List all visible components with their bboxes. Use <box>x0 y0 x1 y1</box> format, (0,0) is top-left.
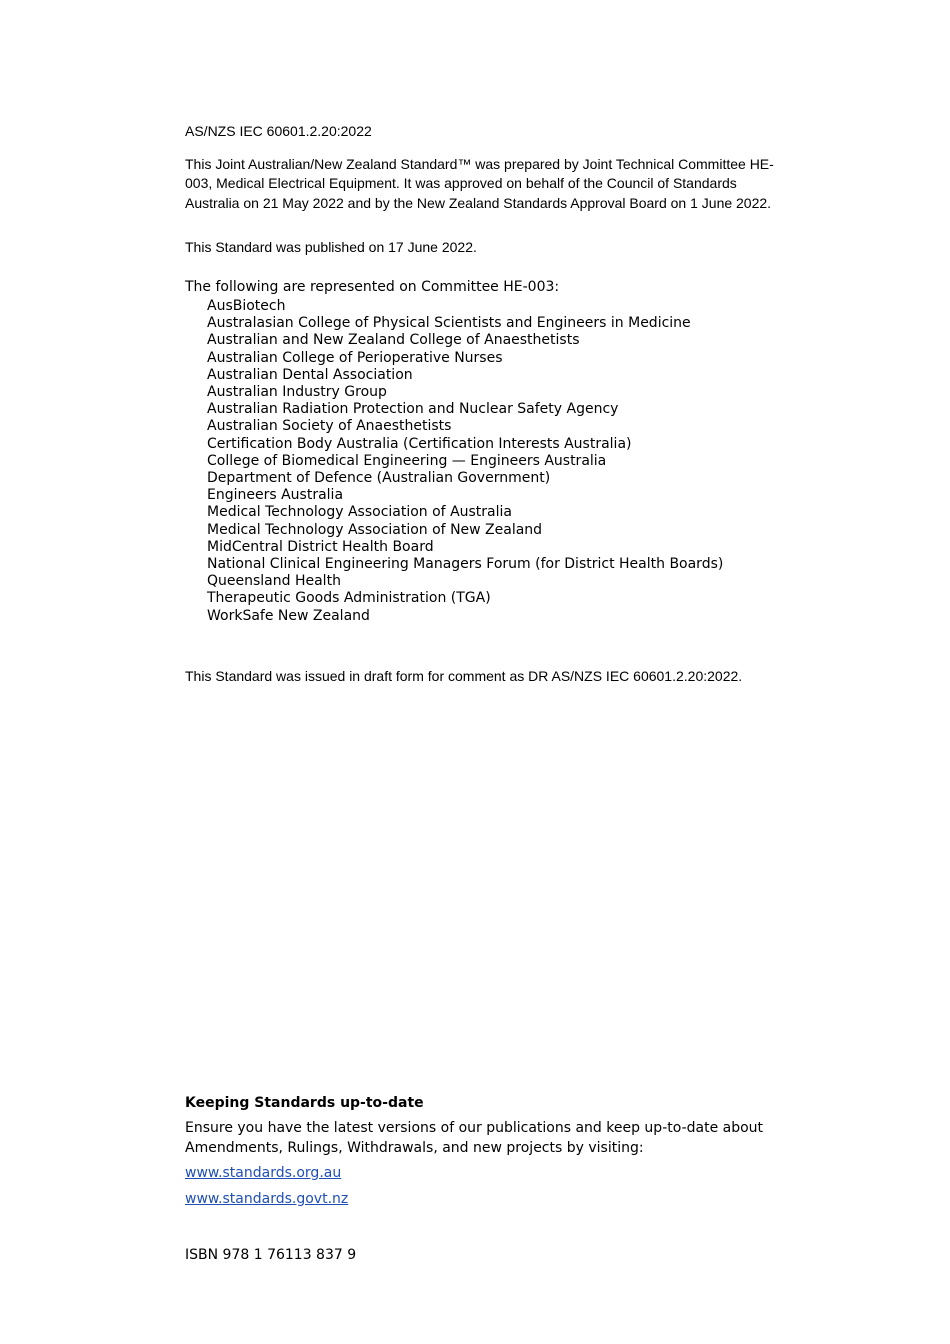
committee-member: Australian Industry Group <box>207 384 387 401</box>
committee-member: Australian Society of Anaesthetists <box>207 418 452 435</box>
committee-member: Australian College of Perioperative Nurses <box>207 349 503 366</box>
committee-member: Department of Defence (Australian Government) <box>207 470 551 487</box>
committee-member: Medical Technology Association of Australia <box>207 504 512 521</box>
standards-nz-link-line <box>185 1190 775 1208</box>
committee-member: Australian Radiation Protection and Nuclear Safety Agency <box>207 401 619 418</box>
keeping-up-to-date-heading: Keeping Standards up-to-date <box>185 1095 424 1111</box>
committee-member: National Clinical Engineering Managers Forum (for District Health Boards) <box>207 556 724 573</box>
standards-au-link[interactable]: www.standards.org.au <box>185 1165 342 1181</box>
keeping-up-to-date-paragraph: Ensure you have the latest versions of our publications and keep up-to-date about Amendments, Rulings, Withdrawals, and new projects by visiting: <box>185 1120 764 1156</box>
standards-au-link-line <box>185 1164 775 1182</box>
standard-id: AS/NZS IEC 60601.2.20:2022 <box>185 123 372 139</box>
committee-member: Medical Technology Association of New Zealand <box>207 521 543 538</box>
committee-member: Australasian College of Physical Scientists and Engineers in Medicine <box>207 315 691 332</box>
committee-member: Queensland Health <box>207 573 341 590</box>
preparation-paragraph: This Joint Australian/New Zealand Standard™ was prepared by Joint Technical Committee HE-003, Medical Electrical Equipment. It was approved on behalf of the Council of Standards Australia on 21 May 2022 and by the New Zealand Standards Approval Board on 1 June 2022. <box>185 156 774 211</box>
committee-member: College of Biomedical Engineering — Engineers Australia <box>207 452 607 469</box>
draft-paragraph: This Standard was issued in draft form for comment as DR AS/NZS IEC 60601.2.20:2022. <box>185 668 743 684</box>
committee-member: Therapeutic Goods Administration (TGA) <box>207 590 491 607</box>
committee-member: Australian and New Zealand College of Anaesthetists <box>207 332 580 349</box>
committee-member: AusBiotech <box>207 298 286 314</box>
committee-member-list <box>207 298 767 625</box>
publication-paragraph: This Standard was published on 17 June 2022. <box>185 239 477 255</box>
committee-member: Certification Body Australia (Certification Interests Australia) <box>207 435 632 452</box>
committee-member: WorkSafe New Zealand <box>207 607 370 624</box>
isbn: ISBN 978 1 76113 837 9 <box>185 1247 357 1263</box>
committee-intro: The following are represented on Committee HE-003: <box>185 279 560 295</box>
committee-member: Australian Dental Association <box>207 366 413 383</box>
committee-member: MidCentral District Health Board <box>207 538 434 555</box>
standards-nz-link[interactable]: www.standards.govt.nz <box>185 1191 349 1207</box>
committee-member: Engineers Australia <box>207 487 344 504</box>
